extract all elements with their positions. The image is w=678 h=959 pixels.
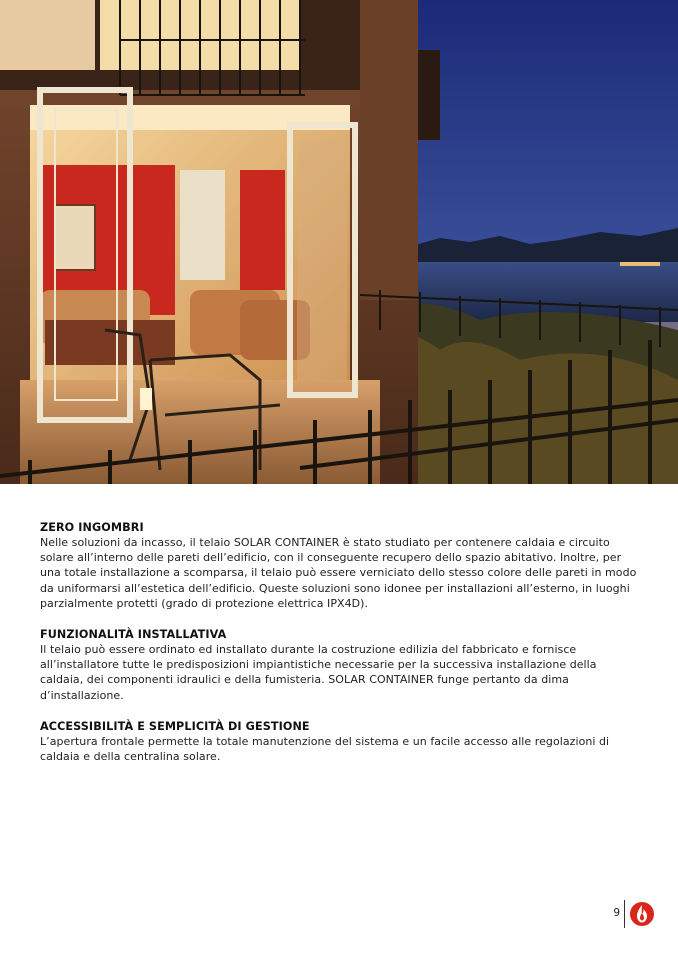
section-title: FUNZIONALITÀ INSTALLATIVA (40, 628, 227, 642)
section-funzionalita-installativa (40, 627, 640, 703)
page-number: 9 (613, 907, 620, 919)
section-text: L’apertura frontale permette la totale manutenzione del sistema e un facile accesso alle regolazioni di caldaia e della centralina solare. (40, 734, 610, 764)
text-content (40, 520, 640, 780)
page-footer (606, 900, 666, 928)
section-text: Nelle soluzioni da incasso, il telaio SOLAR CONTAINER è stato studiato per contenere caldaia e circuito solare all’interno delle pareti dell’edificio, con il conseguente recupero dello spazio abitativo. Inoltre, per una totale installazione a scomparsa, il telaio può essere verniciato dello stesso colore delle pareti in modo da uniformarsi all’estetica dell’edificio. Queste soluzioni sono idonee per installazioni all’esterno, in luoghi parzialmente protetti (grado di protezione elettrica IPX4D). (40, 536, 637, 610)
section-title: ZERO INGOMBRI (40, 521, 144, 534)
flame-logo-icon (629, 901, 655, 927)
section-zero-ingombri (40, 520, 640, 611)
section-accessibilita (40, 719, 640, 764)
section-title: ACCESSIBILITÀ E SEMPLICITÀ DI GESTIONE (40, 719, 310, 733)
section-text: Il telaio può essere ordinato ed installato durante la costruzione edilizia del fabbricato e fornisce all’installatore tutte le predisposizioni impiantistiche necessarie per la successiva installazione della caldaia, dei componenti idraulici e della fumisteria. SOLAR CONTAINER funge pertanto da dima d’installazione. (40, 643, 597, 702)
footer-divider (624, 900, 625, 928)
